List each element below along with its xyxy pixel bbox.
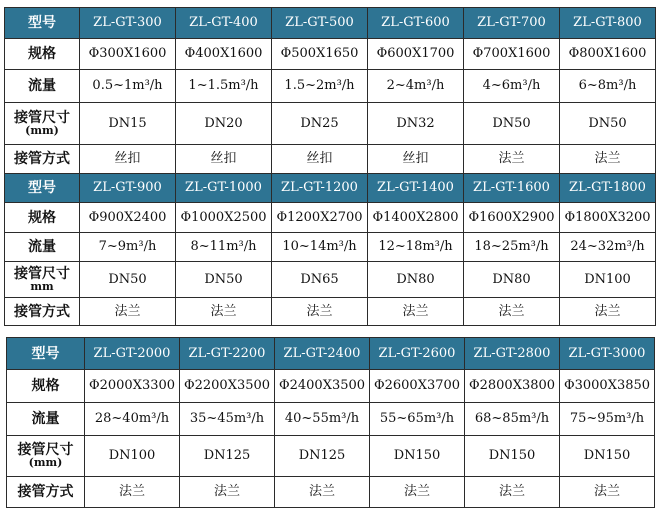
connection-cell: 丝扣 <box>368 145 464 174</box>
spec-cell: Φ2200X3500 <box>180 370 275 403</box>
flow-label <box>5 233 80 262</box>
pipe-size-label <box>5 262 80 298</box>
flow-cell: 8~11m³/h <box>176 233 272 262</box>
spec-cell: Φ400X1600 <box>176 39 272 70</box>
spec-cell: Φ500X1650 <box>272 39 368 70</box>
pipe-size-label <box>5 103 80 145</box>
spec-cell: Φ1400X2800 <box>368 203 464 233</box>
flow-row <box>5 233 656 262</box>
pipe-size-cell: DN80 <box>368 262 464 298</box>
spec-label-text: 规格 <box>28 46 56 62</box>
spec-cell: Φ1200X2700 <box>272 203 368 233</box>
flow-cell: 10~14m³/h <box>272 233 368 262</box>
connection-row <box>5 298 656 326</box>
flow-cell: 40~55m³/h <box>275 403 370 436</box>
model-cell: ZL-GT-3000 <box>560 338 655 370</box>
spec-row <box>7 370 655 403</box>
spec-cell: Φ1000X2500 <box>176 203 272 233</box>
spec-table-1-body <box>5 8 656 326</box>
model-cell: ZL-GT-1600 <box>464 174 560 203</box>
connection-cell: 法兰 <box>560 477 655 508</box>
flow-cell: 7~9m³/h <box>80 233 176 262</box>
model-cell: ZL-GT-800 <box>560 8 656 39</box>
spec-table-1 <box>4 7 656 326</box>
model-cell: ZL-GT-900 <box>80 174 176 203</box>
flow-cell: 24~32m³/h <box>560 233 656 262</box>
spec-label-text: 规格 <box>28 209 56 226</box>
pipe-size-cell: DN50 <box>80 262 176 298</box>
pipe-size-label <box>7 436 85 477</box>
connection-cell: 法兰 <box>80 298 176 326</box>
pipe-size-label-text: 接管尺寸 <box>14 265 70 282</box>
flow-cell: 6~8m³/h <box>560 70 656 103</box>
pipe-size-row <box>5 262 656 298</box>
spec-cell: Φ2000X3300 <box>85 370 180 403</box>
connection-cell: 法兰 <box>85 477 180 508</box>
model-cell: ZL-GT-1000 <box>176 174 272 203</box>
spec-row <box>5 203 656 233</box>
flow-cell: 75~95m³/h <box>560 403 655 436</box>
flow-cell: 2~4m³/h <box>368 70 464 103</box>
pipe-size-cell: DN25 <box>272 103 368 145</box>
flow-label-text: 流量 <box>31 411 60 427</box>
connection-row <box>7 477 655 508</box>
flow-cell: 68~85m³/h <box>465 403 560 436</box>
pipe-size-cell: DN80 <box>464 262 560 298</box>
pipe-size-cell: DN100 <box>85 436 180 477</box>
spec-label <box>7 370 85 403</box>
flow-cell: 18~25m³/h <box>464 233 560 262</box>
pipe-size-label-unit: (mm) <box>25 123 59 137</box>
model-cell: ZL-GT-300 <box>80 8 176 39</box>
flow-label <box>7 403 85 436</box>
spec-cell: Φ2400X3500 <box>275 370 370 403</box>
spec-cell: Φ800X1600 <box>560 39 656 70</box>
connection-label-text: 接管方式 <box>14 151 70 167</box>
spec-cell: Φ1800X3200 <box>560 203 656 233</box>
connection-cell: 法兰 <box>560 145 656 174</box>
model-row <box>5 174 656 203</box>
model-cell: ZL-GT-1400 <box>368 174 464 203</box>
model-cell: ZL-GT-1200 <box>272 174 368 203</box>
connection-label <box>7 477 85 508</box>
connection-cell: 法兰 <box>368 298 464 326</box>
pipe-size-label-unit: mm <box>30 279 54 293</box>
model-cell: ZL-GT-2400 <box>275 338 370 370</box>
connection-row <box>5 145 656 174</box>
model-row <box>5 8 656 39</box>
spec-cell: Φ2800X3800 <box>465 370 560 403</box>
pipe-size-cell: DN150 <box>370 436 465 477</box>
flow-label-text: 流量 <box>28 78 56 94</box>
model-label-text: 型号 <box>28 15 56 31</box>
flow-row <box>7 403 655 436</box>
model-cell: ZL-GT-1800 <box>560 174 656 203</box>
connection-cell: 法兰 <box>176 298 272 326</box>
pipe-size-cell: DN32 <box>368 103 464 145</box>
model-cell: ZL-GT-600 <box>368 8 464 39</box>
connection-cell: 丝扣 <box>272 145 368 174</box>
pipe-size-row <box>7 436 655 477</box>
spec-label <box>5 203 80 233</box>
pipe-size-row <box>5 103 656 145</box>
flow-cell: 1~1.5m³/h <box>176 70 272 103</box>
flow-cell: 55~65m³/h <box>370 403 465 436</box>
connection-cell: 法兰 <box>275 477 370 508</box>
spec-cell: Φ3000X3850 <box>560 370 655 403</box>
pipe-size-cell: DN50 <box>560 103 656 145</box>
spec-cell: Φ700X1600 <box>464 39 560 70</box>
flow-cell: 28~40m³/h <box>85 403 180 436</box>
spec-table-2-body <box>7 338 655 508</box>
spec-row <box>5 39 656 70</box>
model-cell: ZL-GT-2800 <box>465 338 560 370</box>
model-cell: ZL-GT-400 <box>176 8 272 39</box>
model-label-text: 型号 <box>28 180 56 196</box>
pipe-size-cell: DN65 <box>272 262 368 298</box>
flow-cell: 0.5~1m³/h <box>80 70 176 103</box>
connection-cell: 丝扣 <box>80 145 176 174</box>
pipe-size-cell: DN15 <box>80 103 176 145</box>
connection-cell: 法兰 <box>464 298 560 326</box>
model-cell: ZL-GT-700 <box>464 8 560 39</box>
pipe-size-label-text: 接管尺寸 <box>17 442 74 458</box>
spec-cell: Φ600X1700 <box>368 39 464 70</box>
model-cell: ZL-GT-2200 <box>180 338 275 370</box>
pipe-size-label-text: 接管尺寸 <box>14 109 70 126</box>
spec-cell: Φ900X2400 <box>80 203 176 233</box>
model-cell: ZL-GT-500 <box>272 8 368 39</box>
connection-label <box>5 298 80 326</box>
flow-cell: 35~45m³/h <box>180 403 275 436</box>
pipe-size-cell: DN50 <box>464 103 560 145</box>
connection-cell: 法兰 <box>465 477 560 508</box>
connection-cell: 法兰 <box>180 477 275 508</box>
flow-label <box>5 70 80 103</box>
model-cell: ZL-GT-2000 <box>85 338 180 370</box>
model-row <box>7 338 655 370</box>
connection-cell: 丝扣 <box>176 145 272 174</box>
spec-label-text: 规格 <box>31 378 60 394</box>
pipe-size-cell: DN50 <box>176 262 272 298</box>
pipe-size-cell: DN150 <box>560 436 655 477</box>
model-label-text: 型号 <box>31 345 60 362</box>
model-label <box>5 174 80 203</box>
spec-cell: Φ1600X2900 <box>464 203 560 233</box>
connection-label-text: 接管方式 <box>14 303 70 320</box>
connection-cell: 法兰 <box>560 298 656 326</box>
pipe-size-cell: DN125 <box>275 436 370 477</box>
pipe-size-cell: DN100 <box>560 262 656 298</box>
spec-cell: Φ2600X3700 <box>370 370 465 403</box>
connection-label-text: 接管方式 <box>17 484 74 500</box>
connection-cell: 法兰 <box>272 298 368 326</box>
spec-label <box>5 39 80 70</box>
model-label <box>5 8 80 39</box>
flow-label-text: 流量 <box>28 239 56 255</box>
spec-table-2 <box>6 337 655 508</box>
flow-cell: 4~6m³/h <box>464 70 560 103</box>
spec-cell: Φ300X1600 <box>80 39 176 70</box>
model-cell: ZL-GT-2600 <box>370 338 465 370</box>
flow-cell: 1.5~2m³/h <box>272 70 368 103</box>
connection-cell: 法兰 <box>464 145 560 174</box>
pipe-size-cell: DN150 <box>465 436 560 477</box>
pipe-size-label-unit: (mm) <box>28 456 63 469</box>
pipe-size-cell: DN125 <box>180 436 275 477</box>
connection-cell: 法兰 <box>370 477 465 508</box>
flow-cell: 12~18m³/h <box>368 233 464 262</box>
connection-label <box>5 145 80 174</box>
pipe-size-cell: DN20 <box>176 103 272 145</box>
flow-row <box>5 70 656 103</box>
model-label <box>7 338 85 370</box>
